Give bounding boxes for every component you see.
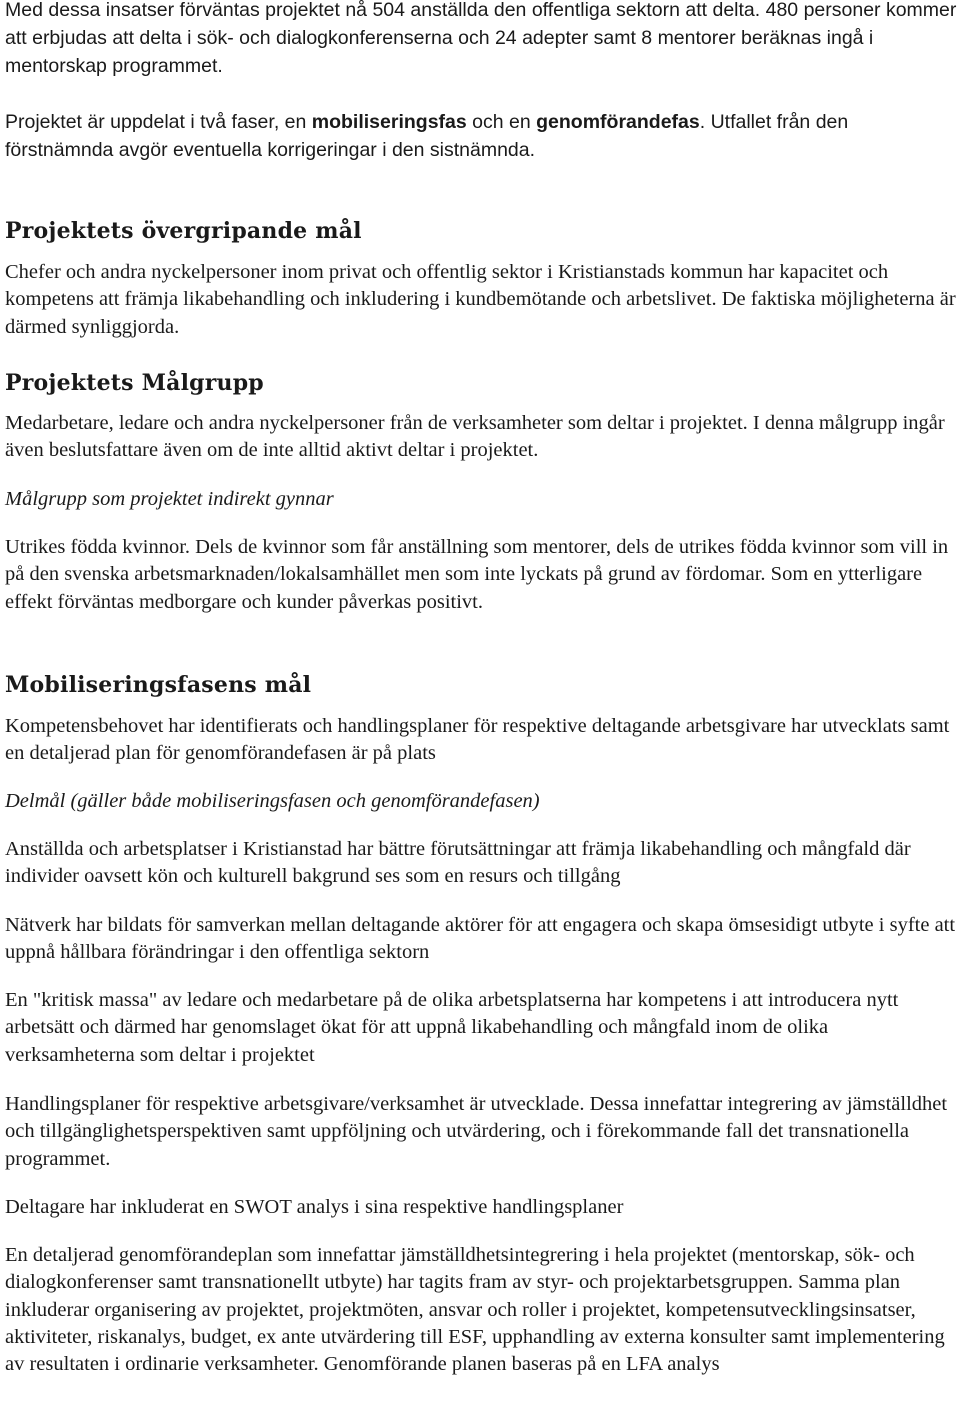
sub-goal-paragraph: En "kritisk massa" av ledare och medarbetare på de olika arbetsplatserna har kompetens i att introducera nytt arbetsätt och därmed har genomslaget ökat för att uppnå likabehandling och mångfald inom de olika verksamheterna som deltar i projektet xyxy=(5,989,899,1066)
sub-goal-paragraph: Deltagare har inkluderat en SWOT analys i sina respektive handlingsplaner xyxy=(5,1196,624,1218)
intro-paragraph-1: Med dessa insatser förväntas projektet nå 504 anställda den offentliga sektorn att delta. 480 personer kommer att erbjudas att delta i sök- och dialogkonferenserna och 24 adepter samt 8 mentorer beräknas ingå i mentorskap programmet. xyxy=(5,0,957,77)
term-genomforandefas: genomförandefas xyxy=(536,111,700,133)
heading-mobilization-goal: Mobiliseringsfasens mål xyxy=(5,672,312,698)
heading-overall-goal: Projektets övergripande mål xyxy=(5,218,362,244)
target-group-body: Medarbetare, ledare och andra nyckelpersoner från de verksamheter som deltar i projektet. I denna målgrupp ingår även beslutsfattare även om de inte alltid aktivt deltar i projektet. xyxy=(5,412,945,462)
subheading-sub-goals: Delmål (gäller både mobiliseringsfasen och genomförandefasen) xyxy=(5,790,540,812)
indirect-target-group-body: Utrikes födda kvinnor. Dels de kvinnor som får anställning som mentorer, dels de utrikes födda kvinnor som vill in på den svenska arbetsmarknaden/lokalsamhället men som inte lyckats på grund av fördomar. Som en ytterligare effekt förväntas medborgare och kunder påverkas positivt. xyxy=(5,536,949,613)
sub-goal-paragraph: Nätverk har bildats för samverkan mellan deltagande aktörer för att engagera och skapa ömsesidigt utbyte i syfte att uppnå hållbara förändringar i den offentliga sektorn xyxy=(5,914,956,964)
intro-p2-text-c: . Utfallet från den förstnämnda avgör eventuella korrigeringar i den sistnämnda. xyxy=(5,111,849,161)
overall-goal-body: Chefer och andra nyckelpersoner inom privat och offentlig sektor i Kristianstads kommun har kapacitet och kompetens att främja likabehandling och inkludering i kundbemötande och arbetslivet. De faktiska möjligheterna är därmed synliggjorda. xyxy=(5,261,956,338)
sub-goal-paragraph: Anställda och arbetsplatser i Kristianstad har bättre förutsättningar att främja likabehandling och mångfald där individer oavsett kön och kulturell bakgrund ses som en resurs och tillgång xyxy=(5,838,911,888)
sub-goal-paragraph: En detaljerad genomförandeplan som innefattar jämställdhetsintegrering i hela projektet (mentorskap, sök- och dialogkonferenser samt transnationellt utbyte) har tagits fram av styr- och projektarbetsgruppen. Samma plan inkluderar organisering av projektet, projektmöten, ansvar och roller i projektet, kompetensutvecklingsinsatser, aktiviteter, riskanalys, budget, ex ante utvärdering till ESF, upphandling av externa konsulter samt implementering av resultaten i ordinarie verksamheter. Genomförande planen baseras på en LFA analys xyxy=(5,1244,945,1376)
intro-paragraph-2 xyxy=(5,108,957,164)
intro-p2-text-a: Projektet är uppdelat i två faser, en xyxy=(5,111,312,133)
mobilization-goal-body: Kompetensbehovet har identifierats och handlingsplaner för respektive deltagande arbetsgivare har utvecklats samt en detaljerad plan för genomförandefasen är på plats xyxy=(5,715,950,765)
subheading-indirect-target-group: Målgrupp som projektet indirekt gynnar xyxy=(5,488,334,510)
heading-target-group: Projektets Målgrupp xyxy=(5,370,264,396)
intro-p2-text-b: och en xyxy=(466,111,537,133)
term-mobiliseringsfas: mobiliseringsfas xyxy=(311,111,467,133)
sub-goal-paragraph: Handlingsplaner för respektive arbetsgivare/verksamhet är utvecklade. Dessa innefattar integrering av jämställdhet och tillgänglighetsperspektiven samt uppföljning och utvärdering, och i förekommande fall det transnationella programmet. xyxy=(5,1093,948,1170)
